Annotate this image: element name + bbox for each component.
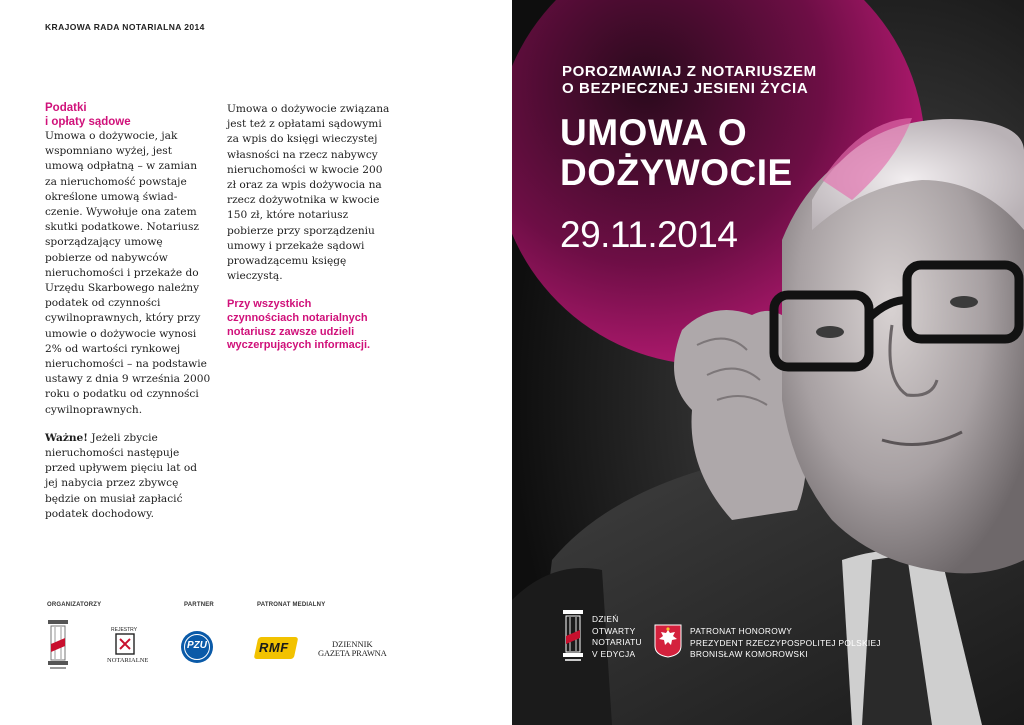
event-line-1: DZIEŃ bbox=[592, 614, 619, 624]
rejestry-line-2: NOTARIALNE bbox=[107, 657, 149, 664]
important-label: Ważne! bbox=[45, 431, 88, 444]
dziennik-logo-icon bbox=[318, 639, 396, 661]
label-media: PATRONAT MEDIALNY bbox=[257, 602, 326, 608]
event-line-2: OTWARTY bbox=[592, 625, 636, 636]
accent-line-1: Przy wszystkich bbox=[227, 298, 312, 311]
tax-paragraph: Umowa o dożywocie, jak wspomniano wyżej, jest umową odpłatną – w zamian za nieruchomość powstaje określone umową świadczenie. Wywołuje ona zatem skutki podatkowe. Notariusz sporządzający umowę pobierze od nabywców nieruchomości i przekaże do Urzędu Skarbowego należny podatek od czynności cywilnoprawnych, który przy umowie o dożywocie wynosi 2% od wartości rynkowej nieruchomości – na podstawie ustawy z dnia 9 września 2000 roku o podatku od czynności cywilnoprawnych. bbox=[45, 130, 211, 416]
headline-line-2: DOŻYWOCIE bbox=[560, 152, 793, 193]
patron-line-3: BRONISŁAW KOMOROWSKI bbox=[690, 649, 808, 660]
rmf-logo-icon bbox=[256, 637, 296, 659]
court-fees-paragraph: Umowa o dożywocie związana jest też z opłatami sądowymi za wpis do księgi wieczystej własności na rzecz nabywcy nieruchomości w kwocie 200 zł oraz za wpis dożywocia na rzecz dożywotnika w kwocie 150 zł, które notariusz pobierze przy sporządzeniu umowy i przekaże sądowi prowadzącemu księgę wieczystą. bbox=[227, 103, 390, 283]
important-paragraph bbox=[45, 431, 211, 522]
event-line-4: V EDYCJA bbox=[592, 648, 636, 659]
text-column-2 bbox=[227, 102, 393, 353]
tagline-line-1: POROZMAWIAJ Z NOTARIUSZEM bbox=[562, 63, 817, 80]
rejestry-logo-icon bbox=[105, 627, 149, 669]
rejestry-line-1: REJESTRY bbox=[111, 627, 138, 633]
poster-illustration bbox=[512, 0, 1024, 725]
poster-tagline bbox=[562, 63, 817, 97]
event-edition bbox=[592, 614, 642, 660]
polish-eagle-icon bbox=[654, 624, 682, 658]
text-column-1 bbox=[45, 102, 211, 522]
accent-note bbox=[227, 298, 393, 352]
dziennik-line-1: DZIENNIK bbox=[332, 639, 373, 649]
notariat-column-icon bbox=[562, 608, 584, 664]
event-line-3: NOTARIATU bbox=[592, 637, 642, 648]
headline-line-1: UMOWA O bbox=[560, 112, 748, 153]
tagline-line-2: O BEZPIECZNEJ JESIENI ŻYCIA bbox=[562, 80, 809, 97]
label-organizers: ORGANIZATORZY bbox=[47, 602, 102, 608]
notariat-column-icon bbox=[46, 618, 70, 670]
accent-line-3: notariusz zawsze udzieli bbox=[227, 325, 355, 338]
pzu-text: PZU bbox=[187, 640, 207, 651]
running-head: KRAJOWA RADA NOTARIALNA 2014 bbox=[45, 22, 205, 32]
honorary-patronage bbox=[690, 626, 881, 661]
patron-line-1: PATRONAT HONOROWY bbox=[690, 626, 793, 636]
label-partner: PARTNER bbox=[184, 602, 214, 608]
pzu-logo-icon bbox=[181, 631, 213, 663]
patron-line-2: PREZYDENT RZECZYPOSPOLITEJ POLSKIEJ bbox=[690, 637, 881, 648]
dziennik-line-2: GAZETA PRAWNA bbox=[318, 648, 387, 658]
important-text: Jeżeli zbycie nieruchomości następuje przed upływem pięciu lat od jej nabycia przez zbywcę będzie on musiał zapłacić podatek dochodowy. bbox=[45, 431, 198, 520]
section-title-line-1: Podatki bbox=[45, 102, 87, 114]
poster-headline bbox=[560, 113, 793, 193]
section-title-line-2: i opłaty sądowe bbox=[45, 115, 131, 128]
poster-page bbox=[512, 0, 1024, 725]
section-title bbox=[45, 102, 211, 129]
accent-line-4: wyczerpujących informacji. bbox=[227, 339, 371, 352]
rmf-text: RMF bbox=[259, 640, 289, 655]
poster-date: 29.11.2014 bbox=[560, 214, 738, 255]
accent-line-2: czynnościach notarialnych bbox=[227, 312, 368, 325]
